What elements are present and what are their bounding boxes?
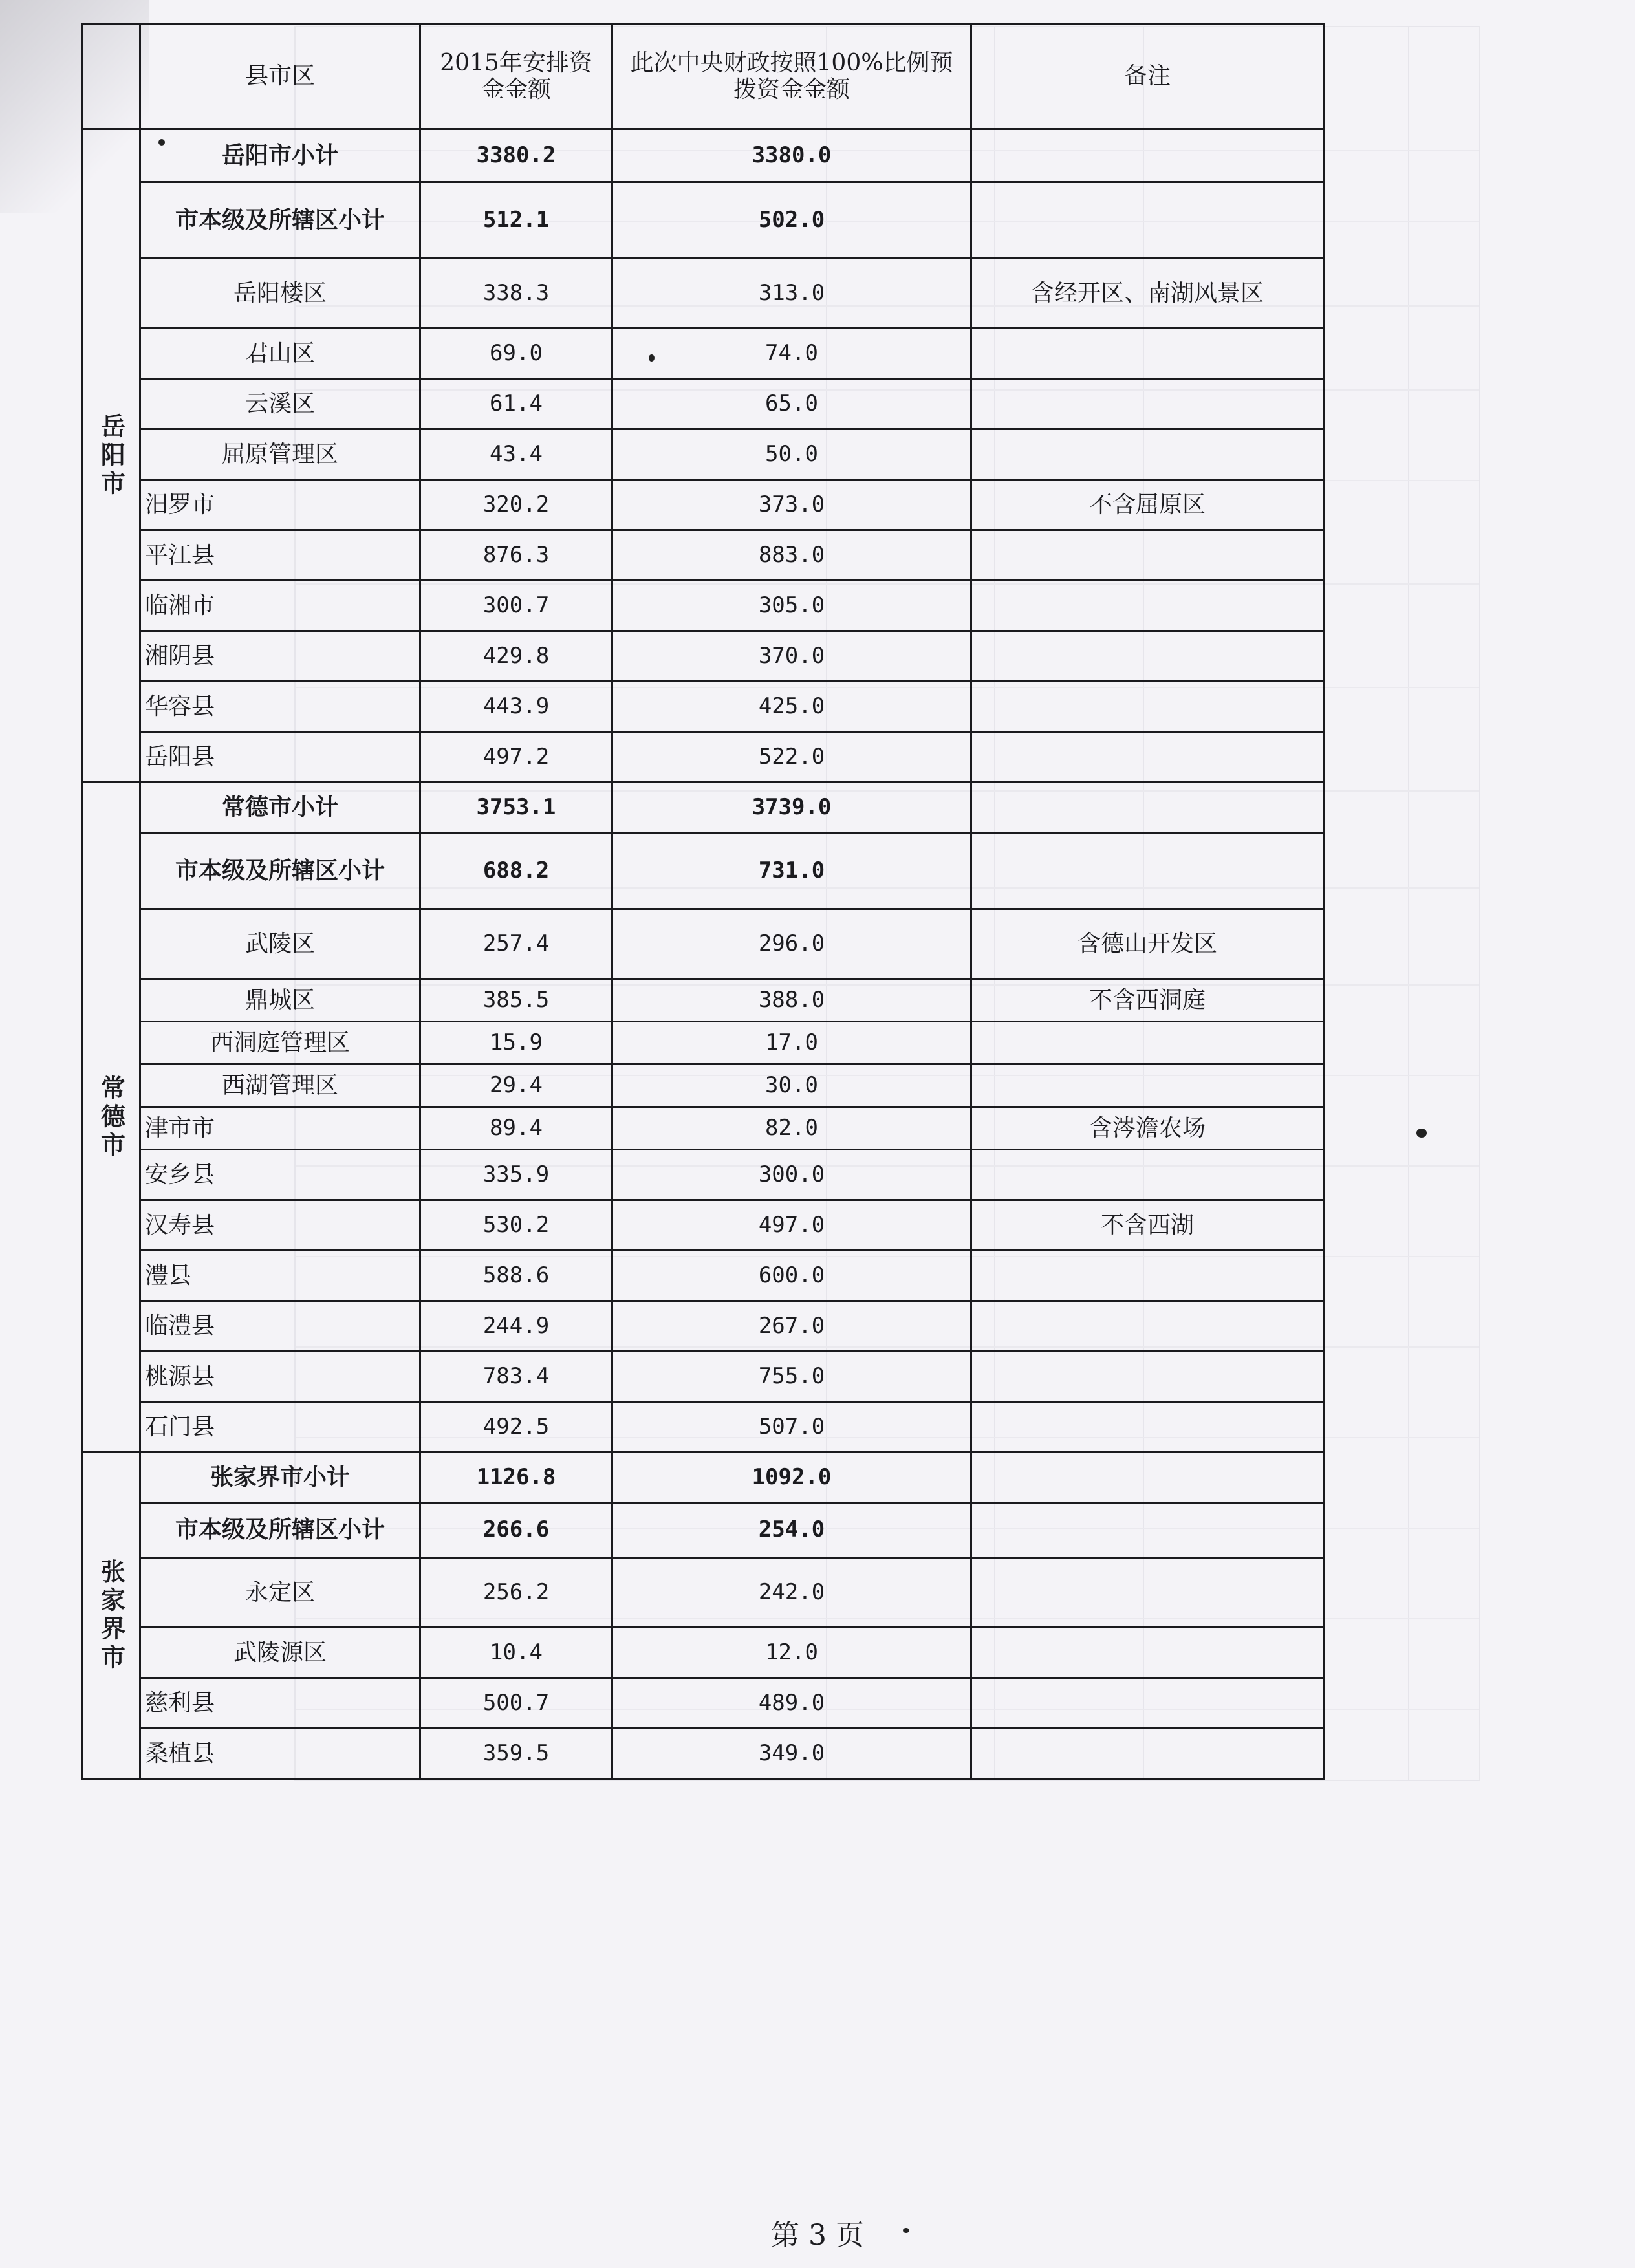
prealloc-amount-cell: 507.0: [612, 1402, 971, 1453]
county-name-cell: 张家界市小计: [140, 1453, 420, 1503]
header-row: [82, 24, 1324, 129]
note-cell: [971, 783, 1324, 833]
note-cell: [971, 379, 1324, 429]
note-cell: [971, 1022, 1324, 1064]
prealloc-amount-cell: 3380.0: [612, 129, 971, 182]
amount-2015-cell: 300.7: [420, 581, 612, 631]
note-cell: [971, 182, 1324, 259]
amount-2015-cell: 338.3: [420, 259, 612, 329]
table-row: [82, 979, 1324, 1022]
table-row: [82, 329, 1324, 379]
amount-2015-cell: 876.3: [420, 530, 612, 581]
table-row: [82, 1503, 1324, 1558]
note-cell: [971, 631, 1324, 682]
county-name-cell: 岳阳县: [140, 732, 420, 783]
amount-2015-cell: 512.1: [420, 182, 612, 259]
county-name-cell: 湘阴县: [140, 631, 420, 682]
amount-2015-cell: 492.5: [420, 1402, 612, 1453]
county-name-cell: 澧县: [140, 1251, 420, 1301]
table-row: [82, 1064, 1324, 1107]
amount-2015-cell: 89.4: [420, 1107, 612, 1150]
table-row: [82, 1251, 1324, 1301]
prealloc-amount-cell: 313.0: [612, 259, 971, 329]
amount-2015-cell: 783.4: [420, 1352, 612, 1402]
prealloc-amount-cell: 242.0: [612, 1558, 971, 1628]
prealloc-amount-cell: 1092.0: [612, 1453, 971, 1503]
scan-speck: [158, 139, 165, 146]
county-name-cell: 西洞庭管理区: [140, 1022, 420, 1064]
table-row: [82, 530, 1324, 581]
amount-2015-cell: 43.4: [420, 429, 612, 480]
amount-2015-cell: 335.9: [420, 1150, 612, 1200]
amount-2015-cell: 256.2: [420, 1558, 612, 1628]
amount-2015-cell: 320.2: [420, 480, 612, 530]
region-city-cell: 岳阳市: [82, 129, 140, 783]
note-cell: 不含西湖: [971, 1200, 1324, 1251]
note-cell: [971, 833, 1324, 909]
allocation-table: [81, 23, 1325, 1780]
prealloc-amount-cell: 267.0: [612, 1301, 971, 1352]
note-cell: [971, 1628, 1324, 1678]
scan-speck: [1416, 1129, 1427, 1138]
prealloc-amount-cell: 17.0: [612, 1022, 971, 1064]
county-name-cell: 武陵源区: [140, 1628, 420, 1678]
prealloc-amount-cell: 731.0: [612, 833, 971, 909]
table-row: [82, 429, 1324, 480]
table-row: [82, 1022, 1324, 1064]
table-row: [82, 129, 1324, 182]
region-city-cell: 张家界市: [82, 1453, 140, 1779]
note-cell: [971, 1678, 1324, 1729]
amount-2015-cell: 15.9: [420, 1022, 612, 1064]
county-name-cell: 鼎城区: [140, 979, 420, 1022]
county-name-cell: 石门县: [140, 1402, 420, 1453]
table-row: [82, 1558, 1324, 1628]
note-cell: [971, 1453, 1324, 1503]
prealloc-amount-cell: 755.0: [612, 1352, 971, 1402]
table-row: [82, 1200, 1324, 1251]
note-cell: [971, 1150, 1324, 1200]
note-cell: [971, 1402, 1324, 1453]
table-row: [82, 682, 1324, 732]
table-row: [82, 1628, 1324, 1678]
table-row: [82, 631, 1324, 682]
county-name-cell: 临澧县: [140, 1301, 420, 1352]
table-row: [82, 909, 1324, 979]
table-row: [82, 379, 1324, 429]
page-number: 第 3 页: [771, 2219, 864, 2252]
prealloc-amount-cell: 74.0: [612, 329, 971, 379]
scan-speck: [649, 354, 655, 362]
county-name-cell: 华容县: [140, 682, 420, 732]
county-name-cell: 常德市小计: [140, 783, 420, 833]
table-row: [82, 581, 1324, 631]
header-county: 县市区: [140, 24, 420, 129]
prealloc-amount-cell: 30.0: [612, 1064, 971, 1107]
region-city-cell: 常德市: [82, 783, 140, 1453]
note-cell: 不含屈原区: [971, 480, 1324, 530]
table-row: [82, 182, 1324, 259]
note-cell: [971, 1352, 1324, 1402]
prealloc-amount-cell: 522.0: [612, 732, 971, 783]
table-row: [82, 1352, 1324, 1402]
table-row: [82, 1453, 1324, 1503]
prealloc-amount-cell: 497.0: [612, 1200, 971, 1251]
note-cell: 含涔澹农场: [971, 1107, 1324, 1150]
prealloc-amount-cell: 388.0: [612, 979, 971, 1022]
prealloc-amount-cell: 883.0: [612, 530, 971, 581]
county-name-cell: 汨罗市: [140, 480, 420, 530]
county-name-cell: 市本级及所辖区小计: [140, 833, 420, 909]
note-cell: [971, 682, 1324, 732]
allocation-table-sheet: [81, 23, 1323, 1767]
amount-2015-cell: 359.5: [420, 1729, 612, 1779]
county-name-cell: 市本级及所辖区小计: [140, 1503, 420, 1558]
county-name-cell: 云溪区: [140, 379, 420, 429]
amount-2015-cell: 3380.2: [420, 129, 612, 182]
prealloc-amount-cell: 300.0: [612, 1150, 971, 1200]
note-cell: [971, 429, 1324, 480]
amount-2015-cell: 497.2: [420, 732, 612, 783]
county-name-cell: 西湖管理区: [140, 1064, 420, 1107]
prealloc-amount-cell: 489.0: [612, 1678, 971, 1729]
table-row: [82, 833, 1324, 909]
table-row: [82, 1301, 1324, 1352]
county-name-cell: 津市市: [140, 1107, 420, 1150]
prealloc-amount-cell: 305.0: [612, 581, 971, 631]
amount-2015-cell: 61.4: [420, 379, 612, 429]
county-name-cell: 临湘市: [140, 581, 420, 631]
amount-2015-cell: 588.6: [420, 1251, 612, 1301]
amount-2015-cell: 443.9: [420, 682, 612, 732]
table-row: [82, 1729, 1324, 1779]
note-cell: [971, 329, 1324, 379]
amount-2015-cell: 69.0: [420, 329, 612, 379]
note-cell: [971, 1503, 1324, 1558]
amount-2015-cell: 3753.1: [420, 783, 612, 833]
prealloc-amount-cell: 254.0: [612, 1503, 971, 1558]
note-cell: [971, 581, 1324, 631]
amount-2015-cell: 29.4: [420, 1064, 612, 1107]
table-row: [82, 1402, 1324, 1453]
header-note: 备注: [971, 24, 1324, 129]
table-row: [82, 1107, 1324, 1150]
prealloc-amount-cell: 600.0: [612, 1251, 971, 1301]
county-name-cell: 安乡县: [140, 1150, 420, 1200]
amount-2015-cell: 530.2: [420, 1200, 612, 1251]
county-name-cell: 慈利县: [140, 1678, 420, 1729]
county-name-cell: 君山区: [140, 329, 420, 379]
prealloc-amount-cell: 296.0: [612, 909, 971, 979]
note-cell: 含德山开发区: [971, 909, 1324, 979]
table-row: [82, 783, 1324, 833]
county-name-cell: 武陵区: [140, 909, 420, 979]
amount-2015-cell: 266.6: [420, 1503, 612, 1558]
header-prealloc-amount: 此次中央财政按照100%比例预拨资金金额: [612, 24, 971, 129]
note-cell: 含经开区、南湖风景区: [971, 259, 1324, 329]
amount-2015-cell: 688.2: [420, 833, 612, 909]
prealloc-amount-cell: 373.0: [612, 480, 971, 530]
prealloc-amount-cell: 3739.0: [612, 783, 971, 833]
amount-2015-cell: 10.4: [420, 1628, 612, 1678]
note-cell: [971, 1729, 1324, 1779]
prealloc-amount-cell: 425.0: [612, 682, 971, 732]
prealloc-amount-cell: 50.0: [612, 429, 971, 480]
county-name-cell: 屈原管理区: [140, 429, 420, 480]
note-cell: [971, 129, 1324, 182]
prealloc-amount-cell: 349.0: [612, 1729, 971, 1779]
table-row: [82, 1678, 1324, 1729]
amount-2015-cell: 244.9: [420, 1301, 612, 1352]
county-name-cell: 桑植县: [140, 1729, 420, 1779]
county-name-cell: 岳阳市小计: [140, 129, 420, 182]
amount-2015-cell: 1126.8: [420, 1453, 612, 1503]
note-cell: [971, 1301, 1324, 1352]
county-name-cell: 桃源县: [140, 1352, 420, 1402]
note-cell: [971, 530, 1324, 581]
county-name-cell: 平江县: [140, 530, 420, 581]
amount-2015-cell: 500.7: [420, 1678, 612, 1729]
note-cell: [971, 1251, 1324, 1301]
prealloc-amount-cell: 12.0: [612, 1628, 971, 1678]
note-cell: [971, 732, 1324, 783]
header-region: [82, 24, 140, 129]
county-name-cell: 岳阳楼区: [140, 259, 420, 329]
table-row: [82, 259, 1324, 329]
amount-2015-cell: 385.5: [420, 979, 612, 1022]
note-cell: 不含西洞庭: [971, 979, 1324, 1022]
amount-2015-cell: 429.8: [420, 631, 612, 682]
county-name-cell: 市本级及所辖区小计: [140, 182, 420, 259]
table-row: [82, 732, 1324, 783]
table-row: [82, 1150, 1324, 1200]
prealloc-amount-cell: 82.0: [612, 1107, 971, 1150]
prealloc-amount-cell: 65.0: [612, 379, 971, 429]
table-row: [82, 480, 1324, 530]
prealloc-amount-cell: 502.0: [612, 182, 971, 259]
prealloc-amount-cell: 370.0: [612, 631, 971, 682]
county-name-cell: 汉寿县: [140, 1200, 420, 1251]
amount-2015-cell: 257.4: [420, 909, 612, 979]
note-cell: [971, 1558, 1324, 1628]
header-2015-amount: 2015年安排资金金额: [420, 24, 612, 129]
county-name-cell: 永定区: [140, 1558, 420, 1628]
scan-speck: [903, 2228, 909, 2233]
note-cell: [971, 1064, 1324, 1107]
